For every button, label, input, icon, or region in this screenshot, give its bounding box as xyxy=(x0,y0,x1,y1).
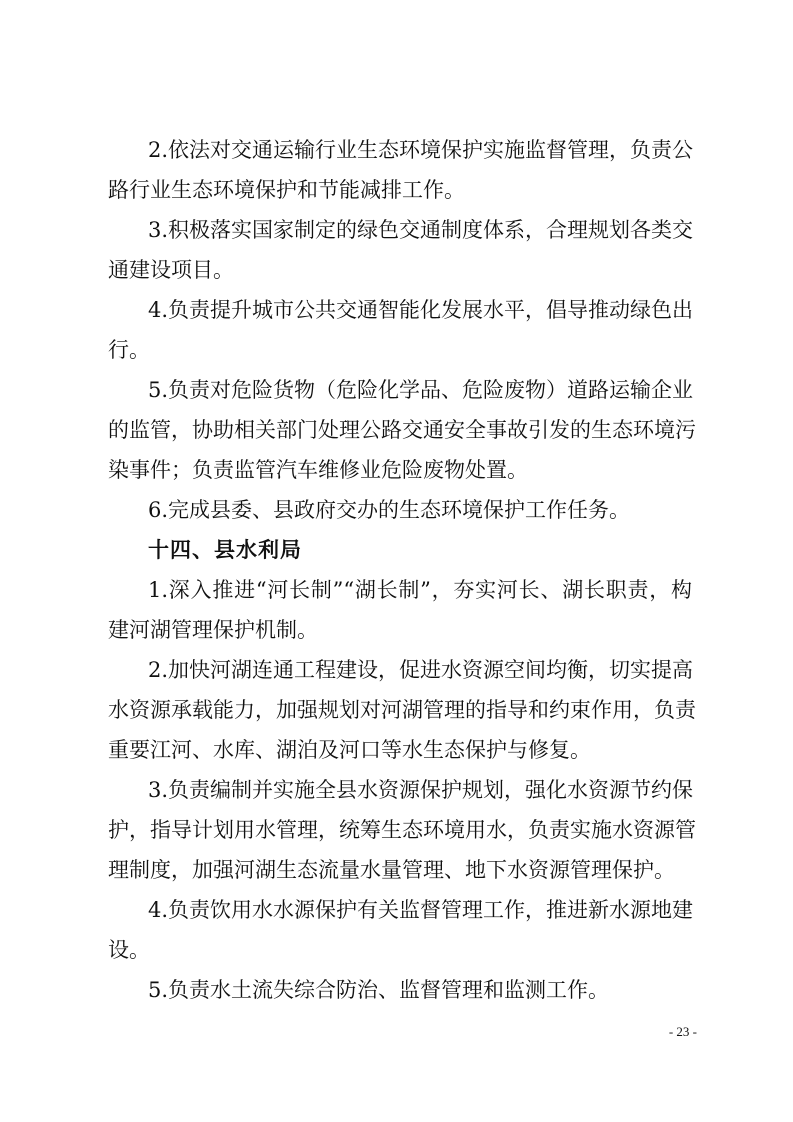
paragraph-line: 建河湖管理保护机制。 xyxy=(108,618,318,642)
paragraph-line: 2.依法对交通运输行业生态环境保护实施监督管理，负责公 xyxy=(148,138,694,162)
paragraph-line: 路行业生态环境保护和节能减排工作。 xyxy=(108,178,465,202)
paragraph-line: 理制度，加强河湖生态流量水量管理、地下水资源管理保护。 xyxy=(108,858,675,882)
paragraph-line: 6.完成县委、县政府交办的生态环境保护工作任务。 xyxy=(148,498,631,522)
paragraph-line: 的监管，协助相关部门处理公路交通安全事故引发的生态环境污 xyxy=(108,418,696,442)
paragraph-line: 水资源承载能力，加强规划对河湖管理的指导和约束作用，负责 xyxy=(108,698,696,722)
paragraph-line: 1.深入推进“河长制”“湖长制”，夯实河长、湖长职责，构 xyxy=(148,578,692,602)
paragraph-line: 4.负责提升城市公共交通智能化发展水平，倡导推动绿色出 xyxy=(148,298,694,322)
paragraph-line: 染事件；负责监管汽车维修业危险废物处置。 xyxy=(108,458,528,482)
paragraph-line: 行。 xyxy=(108,338,150,362)
paragraph-line: 重要江河、水库、湖泊及河口等水生态保护与修复。 xyxy=(108,738,591,762)
paragraph-line: 3.负责编制并实施全县水资源保护规划，强化水资源节约保 xyxy=(148,778,694,802)
paragraph-line: 4.负责饮用水水源保护有关监督管理工作，推进新水源地建 xyxy=(148,898,694,922)
paragraph-line: 2.加快河湖连通工程建设，促进水资源空间均衡，切实提高 xyxy=(148,658,694,682)
page-number: - 23 - xyxy=(668,1024,697,1039)
paragraph-line: 5.负责对危险货物（危险化学品、危险废物）道路运输企业 xyxy=(148,378,694,402)
paragraph-line: 通建设项目。 xyxy=(108,258,234,282)
section-heading: 十四、县水利局 xyxy=(148,538,302,562)
paragraph-line: 3.积极落实国家制定的绿色交通制度体系，合理规划各类交 xyxy=(148,218,694,242)
paragraph-line: 5.负责水土流失综合防治、监督管理和监测工作。 xyxy=(148,978,610,1002)
paragraph-line: 护，指导计划用水管理，统筹生态环境用水，负责实施水资源管 xyxy=(108,818,696,842)
paragraph-line: 设。 xyxy=(108,938,150,962)
